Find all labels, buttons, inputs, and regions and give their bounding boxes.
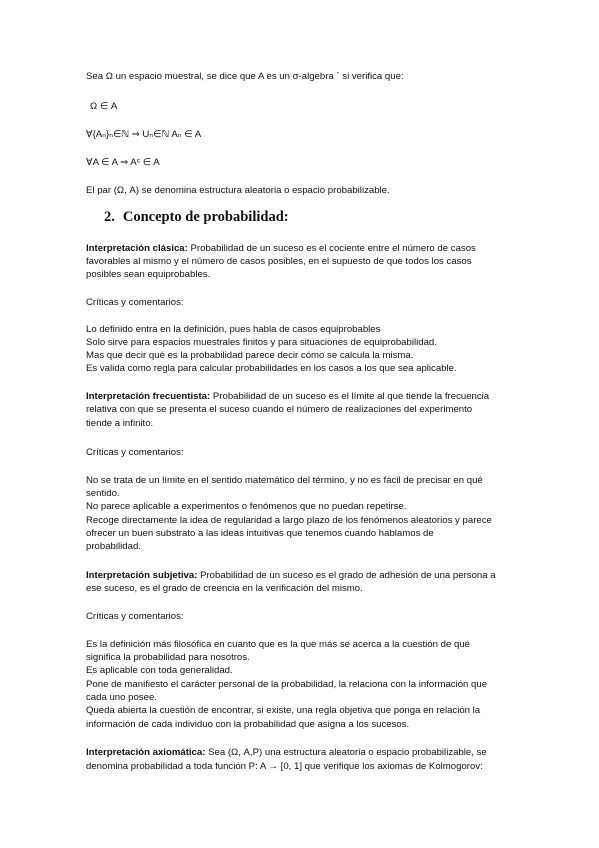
frecuentista-comment-3b: ofrecer un buen substrato a las ideas intuitivas que tenemos cuando hablamos de — [86, 528, 434, 539]
section-number: 2. — [104, 209, 115, 225]
clasica-comment-1: Lo definido entra en la definición, pues habla de casos equiprobables — [86, 324, 381, 335]
subjetiva-comment-1a: Es la definición más filosófica en cuanto que es la que más se acerca a la cuestión de qué — [86, 639, 470, 650]
axiom-countable-union: ∀{Aₙ}ₙ∈ℕ ⇒ Uₙ∈ℕ Aₙ ∈ A — [86, 129, 202, 140]
clasica-term: Interpretación clásica: — [86, 243, 188, 254]
subjetiva-comment-2: Es aplicable con toda generalidad. — [86, 665, 233, 676]
sigma-algebra-definition: Sea Ω un espacio muestral, se dice que A es un σ-algebra ´ si verifica que: — [86, 71, 404, 82]
clasica-comment-4: Es valida como regla para calcular probabilidades en los casos a los que sea aplicable. — [86, 363, 457, 374]
axiom-complement: ∀A ∈ A ⇒ Aᶜ ∈ A — [86, 157, 160, 168]
subjetiva-comment-1b: significa la probabilidad para nosotros. — [86, 652, 250, 663]
section-heading — [104, 208, 289, 226]
clasica-comment-2: Solo sirve para espacios muestrales finitos y para situaciones de equiprobabilidad. — [86, 337, 437, 348]
clasica-criticas-label: Críticas y comentarios: — [86, 297, 184, 308]
subjetiva-paragraph-line2: ese suceso, es el grado de creencia en la verificación del mismo. — [86, 583, 363, 594]
axiom-omega-in-a: Ω ∈ A — [90, 101, 118, 112]
subjetiva-comment-3b: cada uno posee. — [86, 692, 157, 703]
subjetiva-criticas-label: Críticas y comentarios: — [86, 611, 184, 622]
clasica-paragraph-line2: favorables al mismo y el número de casos posibles, en el supuesto de que todos los casos — [86, 256, 472, 267]
clasica-paragraph-line1: Interpretación clásica: Probabilidad de un suceso es el cociente entre el número de casos — [86, 243, 476, 254]
frecuentista-paragraph-line3: tiende a infinito. — [86, 418, 154, 429]
subjetiva-comment-4b: información de cada individuo con la probabilidad que asigna a los sucesos. — [86, 719, 410, 730]
axiomatica-paragraph-line1: Interpretación axiomática: Sea (Ω, A,P) una estructura aleatoria o espacio probabilizable, se — [86, 747, 487, 758]
section-title: Concepto de probabilidad: — [122, 209, 289, 225]
frecuentista-comment-1b: sentido. — [86, 488, 120, 499]
subjetiva-paragraph-line1: Interpretación subjetiva: Probabilidad de un suceso es el grado de adhesión de una persona a — [86, 570, 496, 581]
frecuentista-comment-2: No parece aplicable a experimentos o fenómenos que no puedan repetirse. — [86, 501, 407, 512]
subjetiva-term: Interpretación subjetiva: — [86, 570, 198, 581]
frecuentista-comment-1a: No se trata de un límite en el sentido matemático del término, y no es fácil de precisar en qué — [86, 475, 483, 486]
clasica-comment-3: Mas que decir qué es la probabilidad parece decir cómo se calcula la misma. — [86, 350, 414, 361]
frecuentista-paragraph-line2: relativa con que se presenta el suceso cuando el número de realizaciones del experimento — [86, 404, 473, 415]
subjetiva-comment-4a: Queda abierta la cuestión de encontrar, si existe, una regla objetiva que ponga en relación la — [86, 705, 481, 716]
subjetiva-comment-3a: Pone de manifiesto el carácter personal de la probabilidad, la relaciona con la información que — [86, 679, 488, 690]
clasica-paragraph-line3: posibles sean equiprobables. — [86, 269, 211, 280]
frecuentista-comment-3c: probabilidad. — [86, 541, 141, 552]
frecuentista-term: Interpretación frecuentista: — [86, 391, 211, 402]
probabilizable-space-note: El par (Ω, A) se denomina estructura aleatoria o espacio probabilizable. — [86, 185, 390, 196]
axiomatica-term: Interpretación axiomática: — [86, 747, 206, 758]
axiomatica-paragraph-line2: denomina probabilidad a toda función P: A → [0, 1] que verifique los axiomas de Kolmogorov: — [86, 761, 483, 772]
frecuentista-comment-3a: Recoge directamente la idea de regularidad a largo plazo de los fenómenos aleatorios y parece — [86, 515, 492, 526]
frecuentista-paragraph-line1: Interpretación frecuentista: Probabilidad de un suceso es el límite al que tiende la frecuencia — [86, 391, 490, 402]
frecuentista-criticas-label: Críticas y comentarios: — [86, 447, 184, 458]
